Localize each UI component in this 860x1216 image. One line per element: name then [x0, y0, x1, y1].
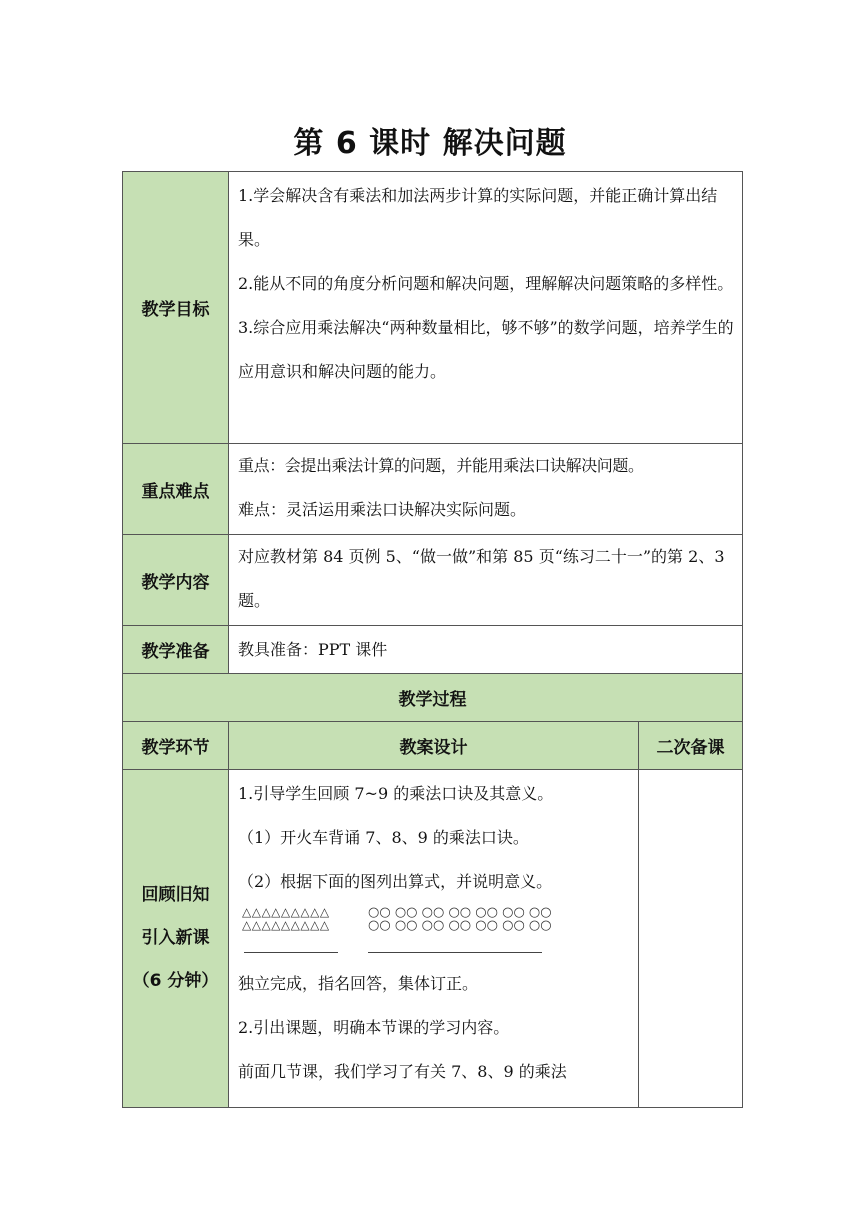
triangle-row: △△△△△△△△△ [242, 905, 330, 919]
stage1-row [123, 770, 743, 1108]
preparation-text: 教具准备：PPT 课件 [229, 626, 743, 674]
key-points-row [123, 444, 743, 535]
lesson-plan-table [122, 171, 743, 1108]
process-header-row [123, 674, 743, 722]
circle-row: ○○ ○○ ○○ ○○ ○○ ○○ ○○ [368, 905, 552, 920]
stage1-label-line: 引入新课 [141, 928, 210, 948]
content-row [123, 535, 743, 626]
circle-row: ○○ ○○ ○○ ○○ ○○ ○○ ○○ [368, 918, 552, 933]
stage1-line: 2.引出课题，明确本节课的学习内容。 [238, 1018, 510, 1037]
objectives-content [229, 172, 743, 444]
stage1-label-line: （6 分钟） [132, 971, 219, 991]
shape-figure [238, 904, 632, 962]
objectives-label: 教学目标 [123, 172, 229, 444]
objective-item: 2.能从不同的角度分析问题和解决问题，理解解决问题策略的多样性。 [238, 274, 734, 293]
answer-blank-2 [368, 952, 542, 953]
stage1-design [229, 770, 639, 1108]
preparation-label: 教学准备 [123, 626, 229, 674]
circle-groups [368, 906, 552, 932]
stage1-line: （1）开火车背诵 7、8、9 的乘法口诀。 [238, 828, 529, 847]
column-header-row [123, 722, 743, 770]
preparation-row [123, 626, 743, 674]
triangle-groups [242, 906, 330, 932]
key-points-label: 重点难点 [123, 444, 229, 535]
column-header-stage: 教学环节 [123, 722, 229, 770]
objectives-row [123, 172, 743, 444]
objective-item: 3.综合应用乘法解决“两种数量相比，够不够”的数学问题，培养学生的应用意识和解决问题的能力。 [238, 318, 734, 381]
stage1-label-line: 回顾旧知 [141, 885, 210, 905]
content-text: 对应教材第 84 页例 5、“做一做”和第 85 页“练习二十一”的第 2、3 题。 [229, 535, 743, 626]
content-label: 教学内容 [123, 535, 229, 626]
objective-item: 1.学会解决含有乘法和加法两步计算的实际问题，并能正确计算出结果。 [238, 186, 718, 249]
difficulty-text: 难点：灵活运用乘法口诀解决实际问题。 [238, 500, 527, 519]
key-point-text: 重点：会提出乘法计算的问题，并能用乘法口诀解决问题。 [238, 456, 644, 475]
stage1-revision [639, 770, 743, 1108]
stage1-line: 独立完成，指名回答，集体订正。 [238, 974, 479, 993]
column-header-design: 教案设计 [229, 722, 639, 770]
key-points-content [229, 444, 743, 535]
page-title: 第 6 课时 解决问题 [293, 126, 567, 161]
stage1-line: 前面几节课，我们学习了有关 7、8、9 的乘法 [238, 1062, 567, 1081]
answer-blank-1 [244, 952, 338, 953]
stage1-line: （2）根据下面的图列出算式，并说明意义。 [238, 872, 553, 891]
stage1-line: 1.引导学生回顾 7~9 的乘法口诀及其意义。 [238, 784, 554, 803]
stage1-label [123, 770, 229, 1108]
process-header: 教学过程 [123, 674, 743, 722]
triangle-row: △△△△△△△△△ [242, 918, 330, 932]
column-header-revision: 二次备课 [639, 722, 743, 770]
